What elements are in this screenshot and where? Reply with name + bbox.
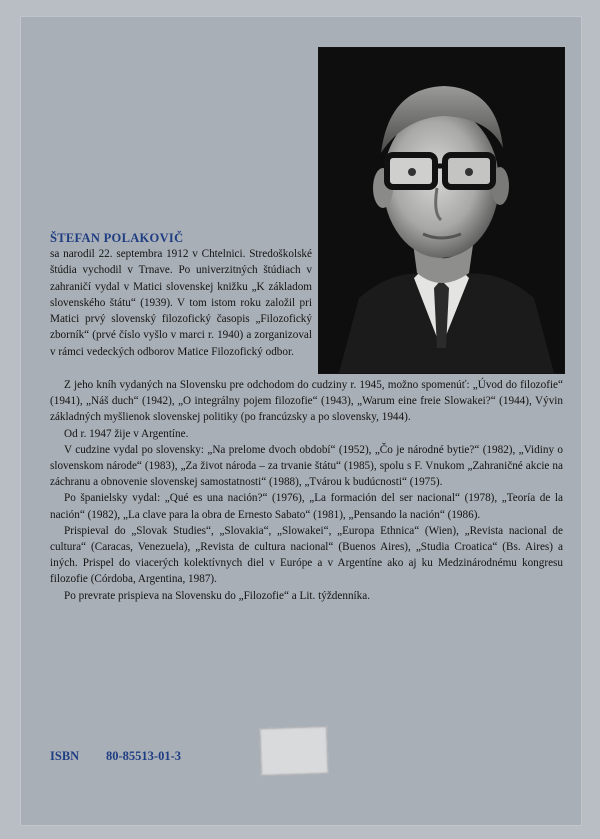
- author-bio-intro: sa narodil 22. septembra 1912 v Chtelnici. Stredoškolské štúdia vychodil v Trnave. Po univerzitných štúdiach v zahraničí vydal v Matici slovenskej knižku „K základom slovenského štátu“ (1939). V tom istom roku založil pri Matici prvý slovenský filozofický časopis „Filozofický zborník“ (prvé číslo vyšlo v marci r. 1940) a zorganizoval v rámci vedeckých odborov Matice Filozofický odbor.: [50, 248, 312, 358]
- isbn-label: ISBN: [50, 749, 80, 763]
- bio-paragraph: Z jeho kníh vydaných na Slovensku pre odchodom do cudziny r. 1945, možno spomenúť: „Úvod do filozofie“ (1941), „Náš duch“ (1942), „O integrálny pojem filozofie“ (1943), „Warum eine freie Slowakei?“ (1944), Vývin základných myšlienok slovenskej politiky (po francúzsky a po slovensky, 1944).: [50, 379, 563, 424]
- isbn-number: 80-85513-01-3: [106, 749, 181, 763]
- bio-paragraph: Prispieval do „Slovak Studies“, „Slovakia“, „Slowakei“, „Europa Ethnica“ (Wien), „Revista nacional de cultura“ (Caracas, Venezuela), „Revista de cultura nacional“ (Buenos Aires), „Studia Croatica“ (Bs. Aires) a iných. Prispel do viacerých kolektívnych diel v Európe a v Argentíne ako aj ku Medzinárodnému kongresu filozofie (Córdoba, Argentina, 1987).: [50, 524, 563, 586]
- author-portrait-photo: [318, 47, 565, 374]
- bio-paragraph: Od r. 1947 žije v Argentíne.: [64, 427, 189, 440]
- author-name: ŠTEFAN POLAKOVIČ: [50, 231, 184, 245]
- author-biography: [50, 377, 563, 604]
- price-sticker-icon: [259, 726, 329, 776]
- bio-paragraph: V cudzine vydal po slovensky: „Na prelome dvoch období“ (1952), „Čo je národné bytie?“ (1982), „Vidiny o slovenskom národe“ (1983), „Za život národa – za trvanie štátu“ (1985), spolu s F. Vnukom „Zahraničné akcie na záchranu a obnovenie slovenskej samostatnosti“ (1988), „Tvárou k budúcnosti“ (1975).: [50, 443, 563, 489]
- bio-paragraph: Po španielsky vydal: „Qué es una nación?“ (1976), „La formación del ser nacional“ (1978), „Teoría de la nación“ (1982), „La clave para la obra de Ernesto Sabato“ (1981), „Pensando la nación“ (1986).: [50, 492, 563, 521]
- bio-paragraph: Po prevrate prispieva na Slovensku do „Filozofie“ a Lit. týždenníka.: [64, 589, 371, 602]
